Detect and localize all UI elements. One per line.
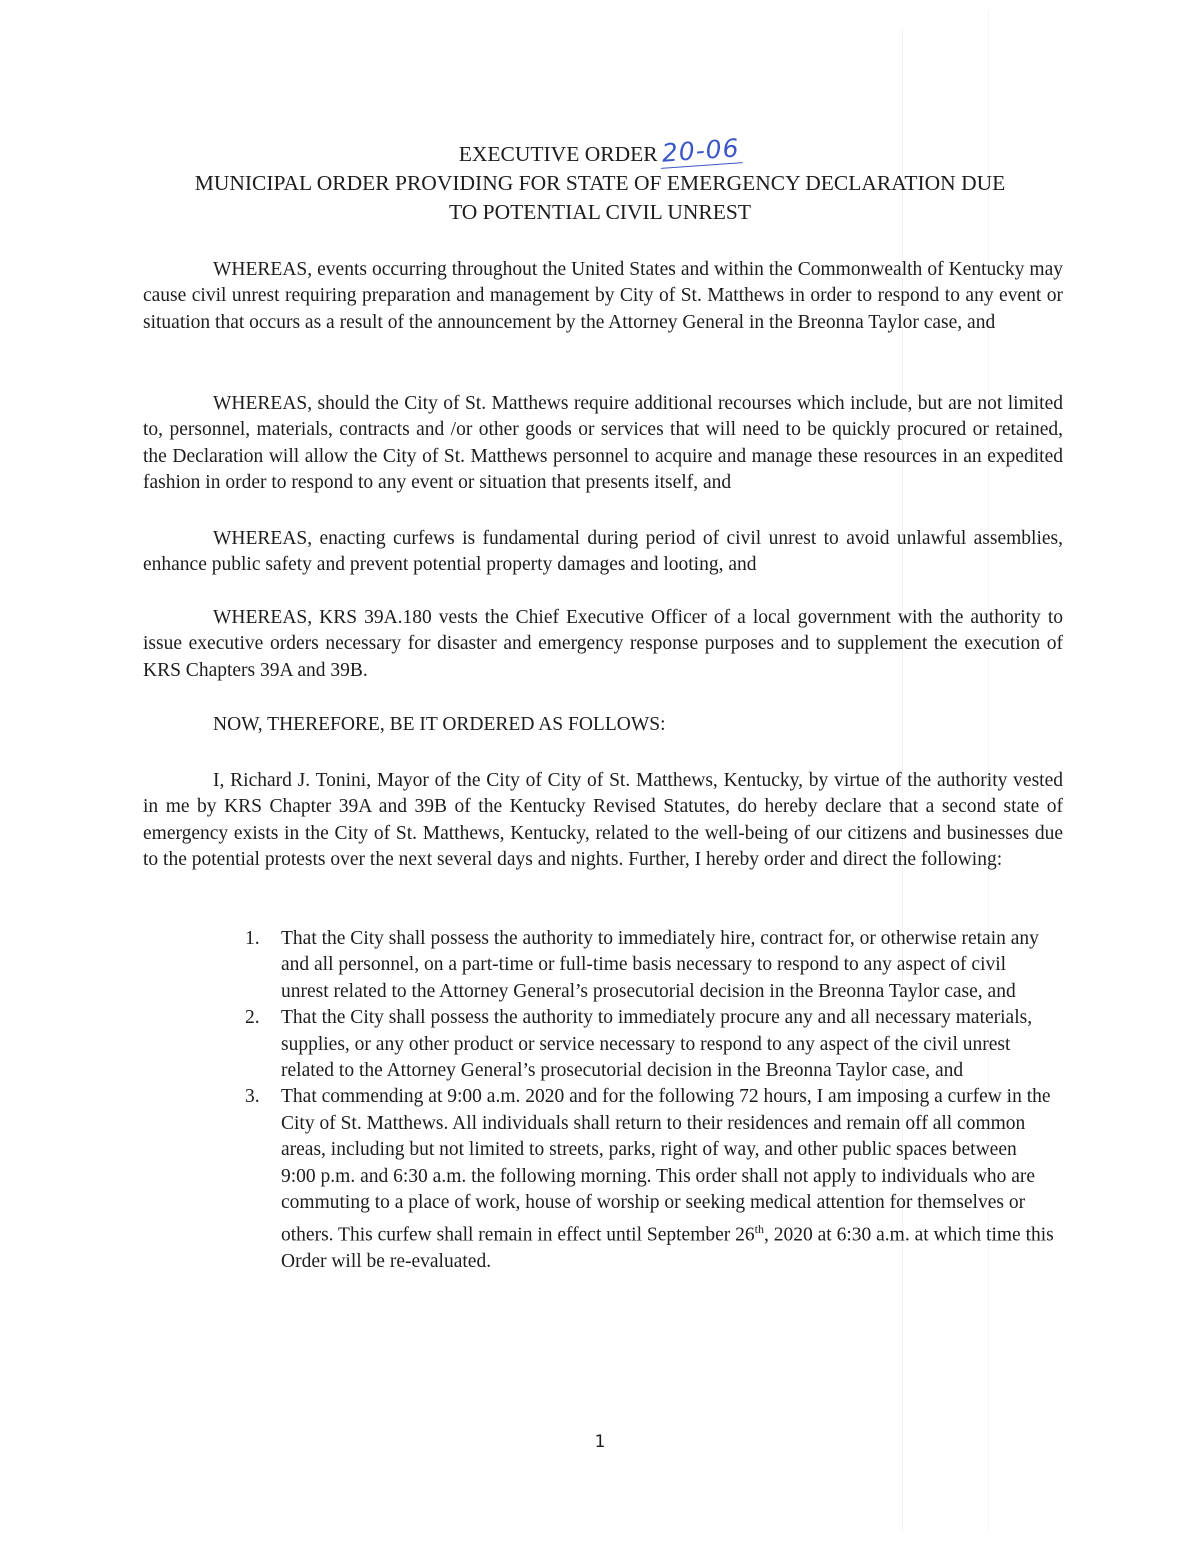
- list-item: [245, 1084, 1055, 1275]
- whereas-paragraph-3: WHEREAS, enacting curfews is fundamental during period of civil unrest to avoid unlawful assemblies, enhance public safety and prevent potential property damages and looting, and: [143, 528, 1063, 576]
- list-item-text: That commending at 9:00 a.m. 2020 and for the following 72 hours, I am imposing a curfew in the City of St. Matthews. All individuals shall return to their residences and remain off all common areas, including but not limited to streets, parks, right of way, and other public spaces between 9:00 p.m. and 6:30 a.m. the following morning. This order shall not apply to individuals who are commuting to a place of work, house of worship or seeking medical attention for themselves or others. This curfew shall remain in effect until September 26: [281, 1086, 1051, 1246]
- page-number: 1: [594, 1432, 606, 1452]
- list-item: [245, 1005, 1055, 1084]
- order-label: EXECUTIVE ORDER: [458, 142, 658, 166]
- orders-list: [245, 926, 1055, 1276]
- title-block: [100, 133, 1100, 227]
- list-item-number: 1.: [245, 928, 260, 949]
- list-item-text: That the City shall possess the authority to immediately hire, contract for, or otherwise retain any and all personnel, on a part-time or full-time basis necessary to respond to any aspect of civil unrest related to the Attorney General’s prosecutorial decision in the Breonna Taylor case, and: [281, 928, 1039, 1002]
- title-line-1: MUNICIPAL ORDER PROVIDING FOR STATE OF EMERGENCY DECLARATION DUE: [194, 171, 1006, 195]
- list-item-number: 2.: [245, 1007, 260, 1029]
- order-heading: [100, 133, 1100, 169]
- handwritten-order-number: 20-06: [659, 133, 743, 169]
- whereas-paragraph-1: WHEREAS, events occurring throughout the United States and within the Commonwealth of Kentucky may cause civil unrest requiring preparation and management by City of St. Matthews in order to respond to any event or situation that occurs as a result of the announcement by the Attorney General in the Breonna Taylor case, and: [143, 259, 1063, 333]
- title-line-2: TO POTENTIAL CIVIL UNREST: [449, 200, 751, 224]
- whereas-paragraph-4: WHEREAS, KRS 39A.180 vests the Chief Executive Officer of a local government with the authority to issue executive orders necessary for disaster and emergency response purposes and to supplement the execution of KRS Chapters 39A and 39B.: [143, 607, 1063, 681]
- declaration-paragraph: I, Richard J. Tonini, Mayor of the City of City of St. Matthews, Kentucky, by virtue of the authority vested in me by KRS Chapter 39A and 39B of the Kentucky Revised Statutes, do hereby declare that a second state of emergency exists in the City of St. Matthews, Kentucky, related to the well-being of our citizens and businesses due to the potential protests over the next several days and nights. Further, I hereby order and direct the following:: [143, 770, 1063, 871]
- list-item-text-end: , 2020 at 6:30 a.m. at which time this Order will be re-evaluated.: [281, 1224, 1054, 1273]
- whereas-paragraph-2: WHEREAS, should the City of St. Matthews require additional recourses which include, but are not limited to, personnel, materials, contracts and /or other goods or services that will need to be quickly procured or retained, the Declaration will allow the City of St. Matthews personnel to acquire and manage these resources in an expedited fashion in order to respond to any event or situation that presents itself, and: [143, 393, 1063, 494]
- ordinal-suffix: th: [754, 1222, 764, 1237]
- now-therefore-line: NOW, THEREFORE, BE IT ORDERED AS FOLLOWS:: [213, 714, 666, 735]
- list-item-text: That the City shall possess the authority to immediately procure any and all necessary materials, supplies, or any other product or service necessary to respond to any aspect of the civil unrest related to the Attorney General’s prosecutorial decision in the Breonna Taylor case, and: [281, 1007, 1033, 1082]
- list-item-number: 3.: [245, 1086, 260, 1108]
- list-item: [245, 926, 1055, 1005]
